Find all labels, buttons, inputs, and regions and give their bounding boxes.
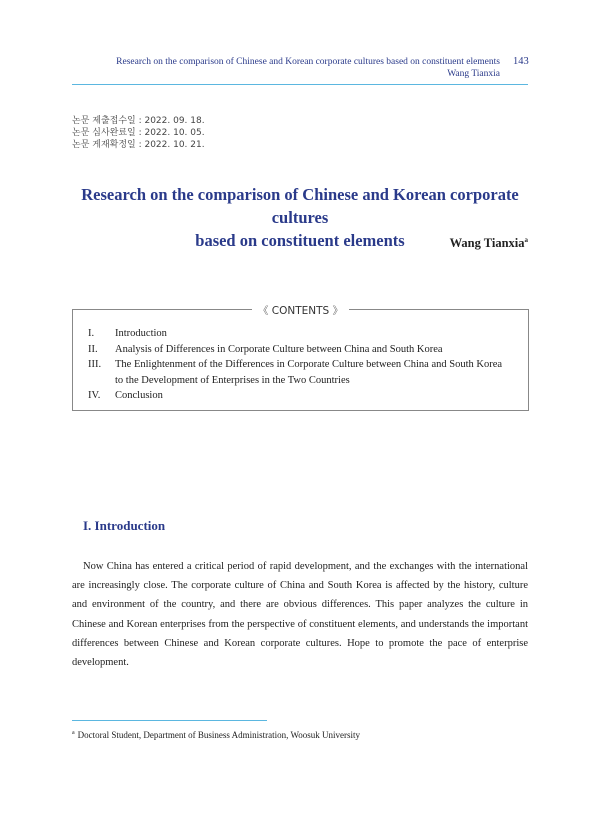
toc-item-text: Analysis of Differences in Corporate Culture between China and South Korea xyxy=(115,343,443,355)
toc-item-text: The Enlightenment of the Differences in Corporate Culture between China and South Korea xyxy=(115,359,503,370)
author-mark: a xyxy=(524,236,528,244)
toc-item-text: Conclusion xyxy=(115,390,163,401)
header-rule xyxy=(72,84,528,85)
date-submitted: 논문 제출접수일 : 2022. 09. 18. xyxy=(72,116,205,126)
toc-item-number: IV. xyxy=(88,390,101,401)
running-header-title: Research on the comparison of Chinese and Korean corporate cultures based on constituent elements xyxy=(116,57,500,67)
paper-title-line-1: Research on the comparison of Chinese and Korean corporate cultures xyxy=(81,185,519,227)
footnote xyxy=(72,730,360,740)
toc-item xyxy=(88,357,528,373)
toc-list xyxy=(88,326,528,404)
toc-item-number: II. xyxy=(88,343,98,355)
toc-item-number: I. xyxy=(88,328,95,339)
running-header xyxy=(72,56,500,80)
contents-box xyxy=(72,305,529,411)
date-accepted: 논문 게재확정일 : 2022. 10. 21. xyxy=(72,140,205,150)
footnote-text: Doctoral Student, Department of Business Administration, Woosuk University xyxy=(77,730,361,740)
footnote-rule xyxy=(72,720,267,721)
author-name: Wang Tianxia xyxy=(449,236,525,251)
footnote-mark: a xyxy=(72,730,75,736)
paper-title-line-2: based on constituent elements xyxy=(195,231,405,250)
toc-item xyxy=(88,342,528,358)
contents-heading: 《 CONTENTS 》 xyxy=(252,305,349,317)
running-header-author: Wang Tianxia xyxy=(447,69,500,79)
toc-item-text: to the Development of Enterprises in the Two Countries xyxy=(115,374,350,386)
toc-item xyxy=(88,388,528,404)
date-reviewed: 논문 심사완료일 : 2022. 10. 05. xyxy=(72,128,205,138)
section-heading: I. Introduction xyxy=(83,518,166,533)
toc-item xyxy=(88,326,528,342)
toc-item-text: Introduction xyxy=(115,328,167,339)
contents-heading-wrap xyxy=(73,301,528,319)
author xyxy=(450,236,528,251)
page-number: 143 xyxy=(513,56,529,67)
toc-item-number: III. xyxy=(88,359,102,370)
submission-dates xyxy=(72,115,205,151)
toc-item xyxy=(88,373,528,389)
toc-item-number xyxy=(88,373,115,389)
body-paragraph: Now China has entered a critical period of rapid development, and the exchanges with the international are increasingly close. The corporate culture of China and South Korea is affected by the history, culture and environment of the country, and there are obvious differences. This paper analyzes the culture in Chinese and Korean enterprises from the perspective of constituent elements, and understands the important differences between Chinese and Korean corporate cultures. Hope to promote the pace of enterprise development. xyxy=(72,561,528,669)
